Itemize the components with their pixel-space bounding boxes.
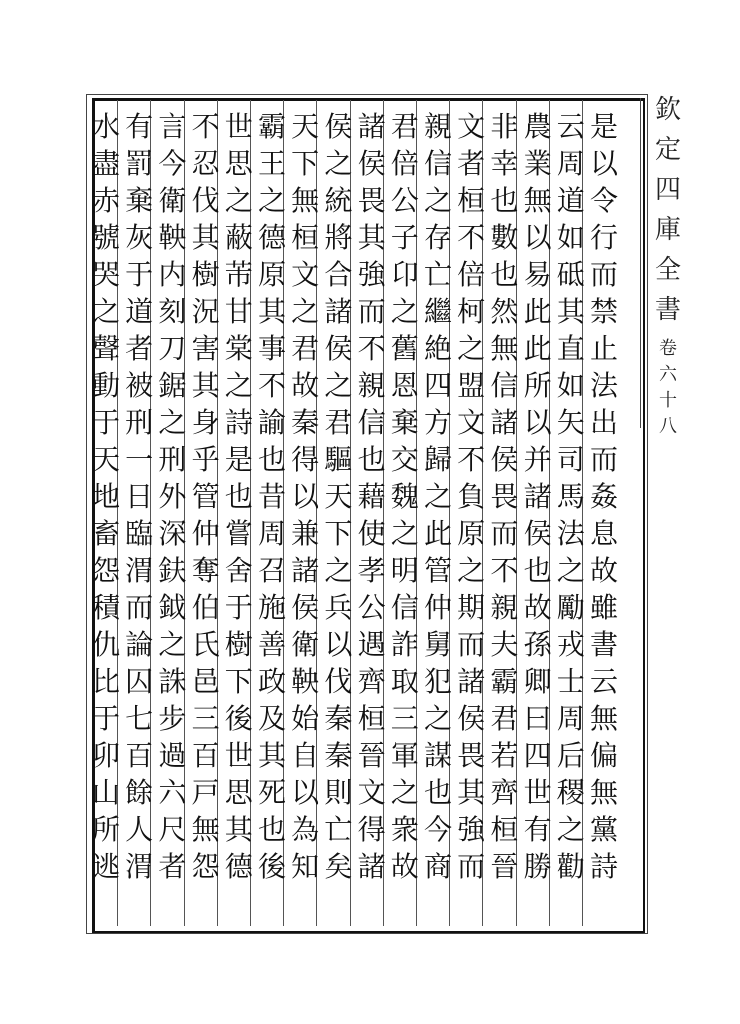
- text-column: 農 業 無 以 易 此 此 所 以 并 諸 侯 也 故 孫 卿 曰 四 世 有 勝: [523, 110, 552, 883]
- text-column: 有 罰 棄 灰 于 道 者 被 刑 一 日 臨 渭 而 論 囚 七 百 餘 人 渭: [125, 110, 154, 883]
- text-column: 不 忍 伐 其 樹 況 害 其 身 乎 管 仲 奪 伯 氏 邑 三 百 戸 無 怨: [191, 110, 220, 883]
- text-column: 君 倍 公 子 卬 之 舊 恩 棄 交 魏 之 明 信 詐 取 三 軍 之 衆 故: [390, 110, 419, 883]
- text-column: 親 信 之 存 亡 繼 絶 四 方 歸 之 此 管 仲 舅 犯 之 謀 也 今 商: [423, 110, 452, 883]
- text-column: 天 下 無 桓 文 之 君 故 秦 得 以 兼 諸 侯 衛 鞅 始 自 以 為 知: [291, 110, 320, 883]
- text-column: 諸 侯 畏 其 強 而 不 親 信 也 藉 使 孝 公 遇 齊 桓 晉 文 得 諸: [357, 110, 386, 883]
- text-column: 水 盡 赤 號 哭 之 聲 動 于 天 地 畜 怨 積 仇 比 于 卯 山 所 逃: [91, 110, 120, 883]
- text-column: 霸 王 之 德 原 其 事 不 諭 也 昔 周 召 施 善 政 及 其 死 也 後: [257, 110, 286, 883]
- text-column: 世 思 之 蔽 芾 甘 棠 之 詩 是 也 嘗 舍 于 樹 下 後 世 思 其 德: [224, 110, 253, 883]
- text-column: 文 者 桓 不 倍 柯 之 盟 文 不 負 原 之 期 而 諸 侯 畏 其 強 而: [457, 110, 486, 883]
- margin-volume-text: 卷 六 十 八: [659, 338, 677, 437]
- margin-title: [648, 90, 688, 440]
- text-column: 言 今 衛 鞅 内 刻 刀 鋸 之 刑 外 深 鈇 鉞 之 誅 步 過 六 尺 者: [158, 110, 187, 883]
- margin-title-text: 欽 定 四 庫 全 書: [654, 95, 681, 325]
- text-column: 云 周 道 如 砥 其 直 如 矢 司 馬 法 之 勵 戎 士 周 后 稷 之 勸: [556, 110, 585, 883]
- text-column: 侯 之 統 將 合 諸 侯 之 君 驅 天 下 之 兵 以 伐 秦 秦 則 亡 矣: [324, 110, 353, 883]
- text-column: 是 以 令 行 而 禁 止 法 出 而 姦 息 故 雖 書 云 無 偏 無 黨 詩: [589, 110, 618, 883]
- text-column: 非 幸 也 數 也 然 無 信 諸 侯 畏 而 不 親 夫 霸 君 若 齊 桓 晉: [490, 110, 519, 883]
